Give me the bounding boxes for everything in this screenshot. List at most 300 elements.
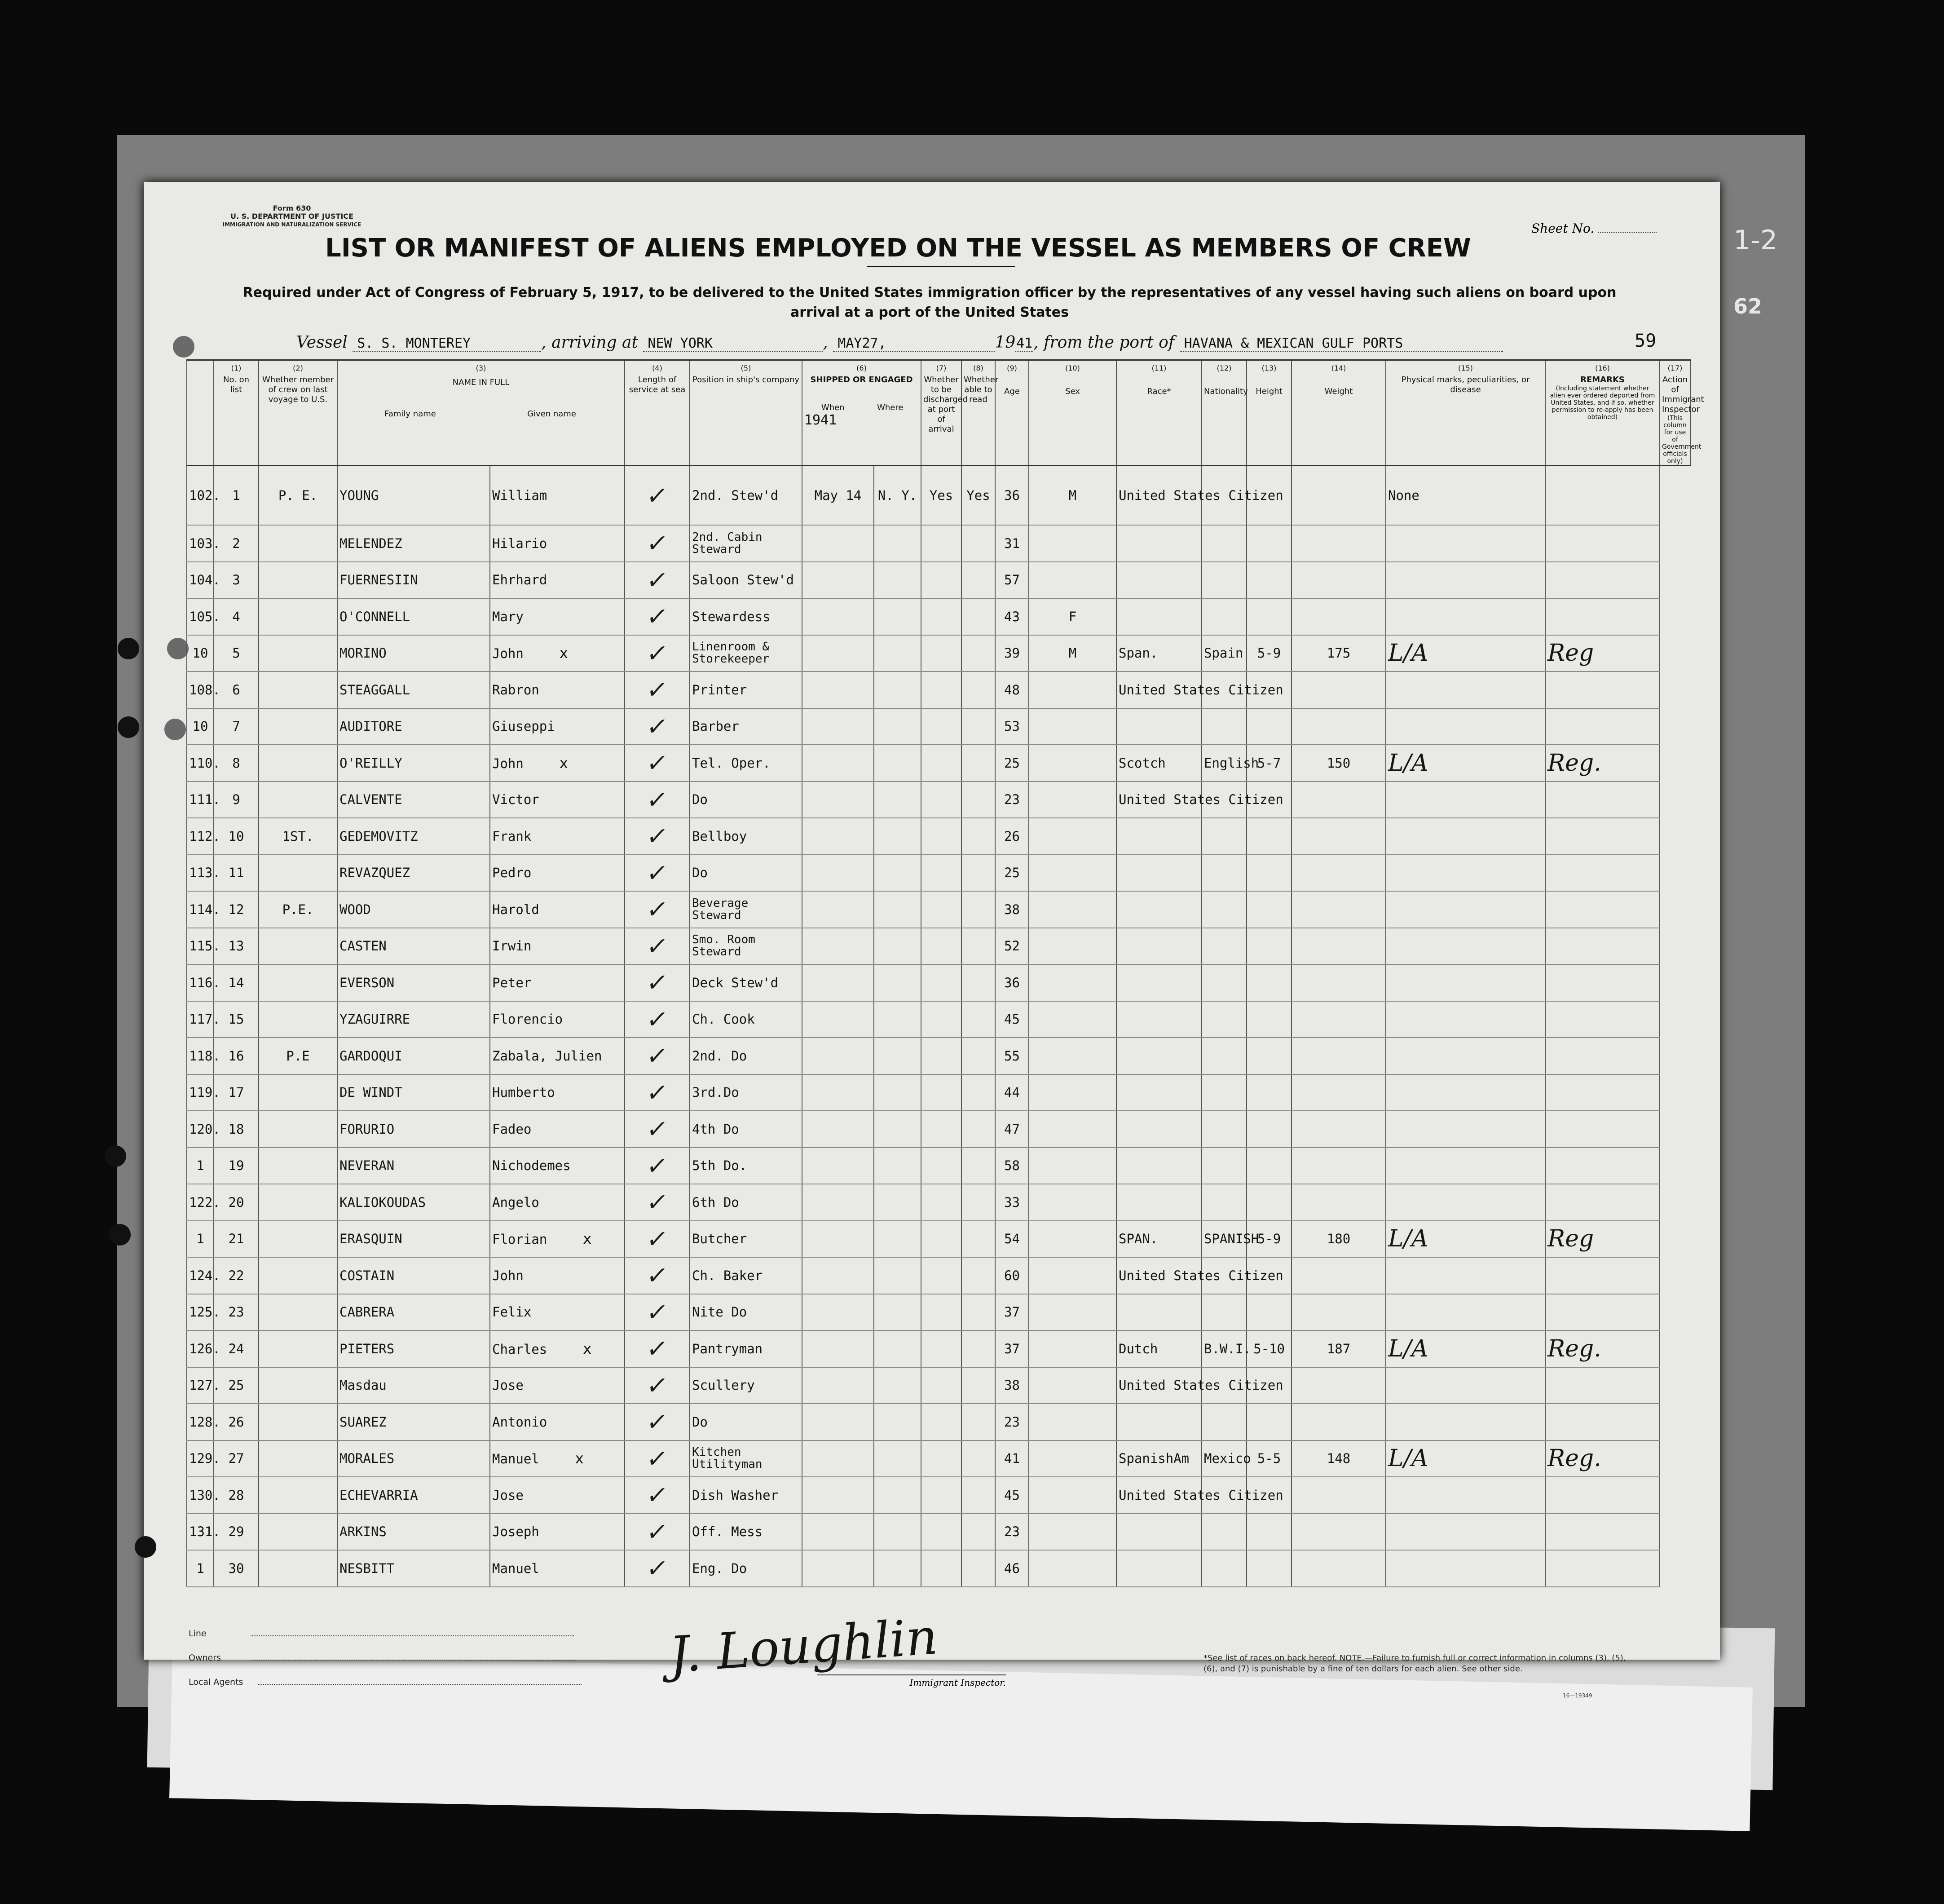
- cell-age: [995, 598, 1029, 635]
- cell-shipped-where: [874, 1074, 921, 1111]
- table-row: [187, 671, 1690, 708]
- cell-shipped-when: [802, 466, 874, 526]
- position-text: Do: [692, 792, 708, 808]
- position-text: 6th Do: [692, 1194, 739, 1210]
- cell-line-number: [187, 466, 220, 526]
- line-number-text: 128.: [189, 1414, 220, 1430]
- cell-line-number: [187, 562, 220, 599]
- service-mark-text: ✓: [644, 712, 670, 741]
- cell-sex: [1029, 1001, 1116, 1038]
- cell-remarks: [1545, 1257, 1660, 1294]
- cell-age: [995, 1074, 1029, 1111]
- column-header-sex: (10) Sex: [1029, 360, 1116, 466]
- cell-race: [1116, 818, 1202, 855]
- cell-shipped-when: [802, 928, 874, 965]
- cell-given-name: [490, 1294, 625, 1331]
- position-text: Butcher: [692, 1231, 747, 1247]
- cell-nationality: [1202, 708, 1247, 745]
- age-text: 57: [1004, 572, 1020, 588]
- list-number-text: 28: [228, 1487, 244, 1503]
- cell-height: [1247, 1184, 1292, 1221]
- given-name-text: John: [492, 755, 524, 771]
- given-name-text: Humberto: [492, 1085, 555, 1100]
- cell-physical-marks: [1386, 1038, 1545, 1074]
- given-name-text: Giuseppi: [492, 719, 555, 734]
- footer-fields: Line Owners Local Agents: [189, 1621, 582, 1694]
- cell-service-mark: [625, 891, 690, 928]
- line-number-text: 115.: [189, 938, 220, 954]
- page-number: 59: [1635, 331, 1657, 351]
- age-text: 44: [1004, 1085, 1020, 1100]
- cell-service-mark: [625, 1148, 690, 1184]
- cell-race: [1116, 1367, 1283, 1404]
- cell-age: [995, 1257, 1029, 1294]
- cell-remarks: [1545, 598, 1660, 635]
- position-text: Printer: [692, 682, 747, 698]
- cell-sex: [1029, 891, 1116, 928]
- cell-line-number: [187, 1074, 220, 1111]
- cell-line-number: [187, 818, 220, 855]
- line-number-text: 1: [196, 1231, 204, 1247]
- cell-discharged: [921, 1477, 961, 1514]
- cell-physical-marks: [1386, 1257, 1545, 1294]
- cell-discharged: [921, 855, 961, 892]
- cell-race: [1116, 1294, 1202, 1331]
- inspector-signature: J. Loughlin: [667, 1608, 939, 1684]
- cell-position: [690, 635, 802, 672]
- cell-discharged: [921, 1550, 961, 1587]
- given-name-text: Mary: [492, 609, 524, 624]
- cell-physical-marks: [1386, 671, 1545, 708]
- line-number-text: 113.: [189, 865, 220, 881]
- cell-service-mark: [625, 1514, 690, 1551]
- service-mark-text: ✓: [644, 565, 670, 594]
- cell-height: [1247, 1550, 1292, 1587]
- service-mark-text: ✓: [644, 1334, 670, 1363]
- cell-shipped-where: [874, 782, 921, 818]
- physical-marks-text: L/A: [1388, 1335, 1428, 1362]
- table-row: [187, 1330, 1690, 1367]
- cell-list-number: [214, 1367, 259, 1404]
- service-mark-text: ✓: [644, 968, 670, 997]
- cell-able-to-read: [961, 1477, 995, 1514]
- service-mark-text: ✓: [644, 1005, 670, 1034]
- cell-service-mark: [625, 855, 690, 892]
- position-text: Off. Mess: [692, 1524, 763, 1540]
- cell-height: [1247, 964, 1292, 1001]
- service-mark-text: ✓: [644, 1517, 670, 1546]
- cell-last-voyage: [259, 1330, 337, 1367]
- cell-position: [690, 818, 802, 855]
- cell-last-voyage: [259, 1440, 337, 1477]
- given-name-text: Jose: [492, 1378, 524, 1393]
- table-row: [187, 1367, 1690, 1404]
- remarks-text: Reg.: [1547, 749, 1601, 777]
- service-mark-text: ✓: [644, 1408, 670, 1436]
- cell-given-name: [490, 1477, 625, 1514]
- cell-nationality: [1202, 1404, 1247, 1440]
- family-name-text: YOUNG: [339, 488, 379, 503]
- cell-sex: [1029, 745, 1116, 782]
- cell-discharged: [921, 525, 961, 562]
- cell-remarks: [1545, 708, 1660, 745]
- table-row: [187, 1074, 1690, 1111]
- cell-family-name: [337, 818, 490, 855]
- line-number-text: 112.: [189, 828, 220, 844]
- cell-remarks: [1545, 818, 1660, 855]
- check-mark-icon: x: [575, 1450, 584, 1467]
- cell-service-mark: [625, 598, 690, 635]
- cell-shipped-when: [802, 1184, 874, 1221]
- table-row: [187, 1514, 1690, 1551]
- list-number-text: 25: [228, 1378, 244, 1393]
- cell-able-to-read: [961, 1074, 995, 1111]
- cell-weight: [1292, 635, 1386, 672]
- cell-last-voyage: [259, 635, 337, 672]
- cell-race: [1116, 1330, 1202, 1367]
- cell-physical-marks: [1386, 1440, 1545, 1477]
- table-body: [187, 466, 1690, 1587]
- family-name-text: DE WINDT: [339, 1085, 402, 1100]
- vessel-name: S. S. MONTEREY: [353, 336, 541, 352]
- cell-sex: [1029, 782, 1116, 818]
- cell-line-number: [187, 1001, 220, 1038]
- cell-age: [995, 1404, 1029, 1440]
- cell-discharged: [921, 745, 961, 782]
- cell-nationality: [1202, 1440, 1251, 1477]
- service-mark-text: ✓: [644, 1078, 670, 1107]
- race-text: United States Citizen: [1119, 1487, 1283, 1503]
- cell-physical-marks: [1386, 1184, 1545, 1221]
- cell-position: [690, 525, 802, 562]
- cell-given-name: [490, 1257, 625, 1294]
- cell-line-number: [187, 635, 214, 672]
- table-row: [187, 466, 1690, 526]
- cell-height: [1247, 891, 1292, 928]
- last-voyage-text: 1ST.: [282, 828, 314, 844]
- cell-able-to-read: [961, 964, 995, 1001]
- cell-discharged: [921, 671, 961, 708]
- cell-position: [690, 562, 802, 599]
- cell-nationality: [1202, 855, 1247, 892]
- position-text: Ch. Baker: [692, 1268, 763, 1283]
- table-row: [187, 1001, 1690, 1038]
- cell-given-name: [490, 708, 625, 745]
- column-header-shipped: (6) SHIPPED OR ENGAGED When Where 1941: [802, 360, 921, 466]
- cell-age: [995, 1038, 1029, 1074]
- cell-weight: [1292, 1148, 1386, 1184]
- cell-shipped-where: [874, 1294, 921, 1331]
- cell-sex: [1029, 1074, 1116, 1111]
- cell-list-number: [214, 1111, 259, 1148]
- line-number-text: 10: [192, 719, 208, 734]
- cell-shipped-when: [802, 1367, 874, 1404]
- cell-physical-marks: [1386, 598, 1545, 635]
- list-number-text: 5: [232, 645, 240, 661]
- cell-list-number: [214, 1257, 259, 1294]
- cell-nationality: [1202, 1550, 1247, 1587]
- cell-list-number: [214, 635, 259, 672]
- nationality-text: SPANISH: [1204, 1231, 1259, 1247]
- cell-shipped-when: [802, 818, 874, 855]
- service-mark-text: ✓: [644, 1444, 670, 1473]
- cell-list-number: [214, 745, 259, 782]
- cell-last-voyage: [259, 1038, 337, 1074]
- cell-remarks: [1545, 1367, 1660, 1404]
- cell-race: [1116, 928, 1202, 965]
- line-number-text: 105.: [189, 609, 220, 624]
- cell-age: [995, 1148, 1029, 1184]
- cell-shipped-when: [802, 1477, 874, 1514]
- position-text: Saloon Stew'd: [692, 572, 794, 588]
- cell-last-voyage: [259, 1367, 337, 1404]
- given-name-text: Joseph: [492, 1524, 539, 1540]
- cell-physical-marks: [1386, 1294, 1545, 1331]
- cell-discharged: [921, 1294, 961, 1331]
- cell-race: [1116, 855, 1202, 892]
- line-number-text: 114.: [189, 901, 220, 917]
- cell-line-number: [187, 1038, 220, 1074]
- last-voyage-text: P.E.: [282, 901, 314, 917]
- cell-height: [1247, 1330, 1292, 1367]
- service-mark-text: ✓: [644, 1371, 670, 1400]
- cell-shipped-when: [802, 671, 874, 708]
- cell-position: [690, 1148, 802, 1184]
- given-name-text: Zabala, Julien: [492, 1048, 602, 1064]
- cell-shipped-where: [874, 818, 921, 855]
- cell-able-to-read: [961, 1221, 995, 1258]
- cell-age: [995, 1001, 1029, 1038]
- cell-service-mark: [625, 1330, 690, 1367]
- family-name-text: GEDEMOVITZ: [339, 828, 418, 844]
- cell-given-name: [490, 671, 625, 708]
- physical-marks-text: None: [1388, 488, 1419, 503]
- list-number-text: 2: [232, 535, 240, 551]
- age-text: 46: [1004, 1560, 1020, 1576]
- cell-nationality: [1202, 635, 1247, 672]
- cell-able-to-read: [961, 1404, 995, 1440]
- age-text: 25: [1004, 865, 1020, 881]
- cell-list-number: [214, 1074, 259, 1111]
- cell-nationality: [1202, 1111, 1247, 1148]
- remarks-text: Reg.: [1547, 1335, 1601, 1362]
- cell-last-voyage: [259, 1550, 337, 1587]
- table-row: [187, 782, 1690, 818]
- cell-weight: [1292, 745, 1386, 782]
- cell-age: [995, 466, 1029, 526]
- cell-shipped-when: [802, 1440, 874, 1477]
- cell-weight: [1292, 1294, 1386, 1331]
- cell-sex: [1029, 1294, 1116, 1331]
- list-number-text: 19: [228, 1158, 244, 1174]
- cell-height: [1247, 1111, 1292, 1148]
- side-number: 62: [1733, 294, 1763, 318]
- family-name-text: ARKINS: [339, 1524, 387, 1540]
- cell-nationality: [1202, 745, 1259, 782]
- cell-race: [1116, 1074, 1202, 1111]
- table-row: [187, 855, 1690, 892]
- family-name-text: Masdau: [339, 1378, 387, 1393]
- cell-family-name: [337, 1257, 490, 1294]
- family-name-text: KALIOKOUDAS: [339, 1194, 426, 1210]
- cell-able-to-read: [961, 708, 995, 745]
- weight-text: 180: [1327, 1231, 1351, 1247]
- cell-weight: [1292, 1184, 1386, 1221]
- age-text: 31: [1004, 535, 1020, 551]
- cell-weight: [1292, 562, 1386, 599]
- nationality-text: English: [1204, 755, 1259, 771]
- cell-nationality: [1202, 1074, 1247, 1111]
- cell-physical-marks: [1386, 818, 1545, 855]
- cell-weight: [1292, 1550, 1386, 1587]
- cell-physical-marks: [1386, 928, 1545, 965]
- cell-discharged: [921, 1440, 961, 1477]
- cell-last-voyage: [259, 598, 337, 635]
- cell-family-name: [337, 1184, 490, 1221]
- given-name-text: Jose: [492, 1487, 524, 1503]
- cell-list-number: [214, 1514, 259, 1551]
- cell-physical-marks: [1386, 1330, 1545, 1367]
- cell-discharged: [921, 1404, 961, 1440]
- cell-position: [690, 708, 802, 745]
- cell-shipped-where: [874, 964, 921, 1001]
- cell-able-to-read: [961, 745, 995, 782]
- position-text: 2nd. Do: [692, 1048, 747, 1064]
- cell-service-mark: [625, 1111, 690, 1148]
- column-header-discharged: (7) Whether to be discharged at port of arrival: [921, 360, 961, 466]
- cell-list-number: [214, 466, 259, 526]
- cell-family-name: [337, 964, 490, 1001]
- remarks-text: Reg.: [1547, 1445, 1601, 1472]
- cell-age: [995, 1440, 1029, 1477]
- cell-sex: [1029, 1038, 1116, 1074]
- list-number-text: 4: [232, 609, 240, 624]
- cell-sex: [1029, 818, 1116, 855]
- cell-sex: [1029, 708, 1116, 745]
- cell-position: [690, 466, 802, 526]
- cell-position: [690, 1294, 802, 1331]
- cell-last-voyage: [259, 1111, 337, 1148]
- vessel-info: Vessel S. S. MONTEREY , arriving at NEW YORK , MAY27, 1941, from the port of HAVANA & MEXICAN GULF PORTS: [296, 333, 1576, 352]
- cell-line-number: [187, 1404, 220, 1440]
- age-text: 23: [1004, 1524, 1020, 1540]
- cell-family-name: [337, 1550, 490, 1587]
- cell-sex: [1029, 1440, 1116, 1477]
- column-header-position: (5) Position in ship's company: [690, 360, 802, 466]
- cell-given-name: [490, 1111, 625, 1148]
- service-mark-text: ✓: [644, 1151, 670, 1180]
- family-name-text: O'CONNELL: [339, 609, 410, 624]
- family-name-text: CASTEN: [339, 938, 387, 954]
- weight-text: 150: [1327, 755, 1351, 771]
- cell-sex: [1029, 1550, 1116, 1587]
- given-name-text: Rabron: [492, 682, 539, 698]
- position-text: Do: [692, 865, 708, 881]
- age-text: 36: [1004, 488, 1020, 503]
- family-name-text: PIETERS: [339, 1341, 395, 1356]
- race-text: United States Citizen: [1119, 488, 1283, 503]
- age-text: 54: [1004, 1231, 1020, 1247]
- list-number-text: 6: [232, 682, 240, 698]
- table-row: [187, 1148, 1690, 1184]
- cell-discharged: [921, 964, 961, 1001]
- cell-shipped-when: [802, 1257, 874, 1294]
- cell-able-to-read: [961, 525, 995, 562]
- cell-list-number: [214, 1550, 259, 1587]
- cell-age: [995, 855, 1029, 892]
- column-header-no: (1) No. on list: [214, 360, 259, 466]
- table-row: [187, 708, 1690, 745]
- cell-service-mark: [625, 745, 690, 782]
- cell-discharged: [921, 1074, 961, 1111]
- cell-race: [1116, 745, 1202, 782]
- cell-race: [1116, 671, 1283, 708]
- family-name-text: NESBITT: [339, 1560, 395, 1576]
- cell-able-to-read: [961, 1367, 995, 1404]
- cell-age: [995, 1221, 1029, 1258]
- cell-list-number: [214, 782, 259, 818]
- cell-remarks: [1545, 635, 1660, 672]
- age-text: 38: [1004, 901, 1020, 917]
- cell-sex: [1029, 1367, 1116, 1404]
- cell-family-name: [337, 525, 490, 562]
- cell-shipped-where: [874, 525, 921, 562]
- family-name-text: O'REILLY: [339, 755, 402, 771]
- cell-physical-marks: [1386, 635, 1545, 672]
- cell-weight: [1292, 466, 1386, 526]
- cell-service-mark: [625, 671, 690, 708]
- weight-text: 175: [1327, 645, 1351, 661]
- cell-line-number: [187, 1294, 220, 1331]
- service-mark-text: ✓: [644, 895, 670, 924]
- cell-physical-marks: [1386, 1074, 1545, 1111]
- cell-last-voyage: [259, 1074, 337, 1111]
- cell-able-to-read: [961, 1001, 995, 1038]
- line-number-text: 118.: [189, 1048, 220, 1064]
- position-text: Dish Washer: [692, 1487, 779, 1503]
- cell-weight: [1292, 598, 1386, 635]
- column-header-age: (9) Age: [995, 360, 1029, 466]
- cell-last-voyage: [259, 1514, 337, 1551]
- cell-shipped-where: [874, 928, 921, 965]
- cell-list-number: [214, 818, 259, 855]
- cell-sex: [1029, 964, 1116, 1001]
- age-text: 33: [1004, 1194, 1020, 1210]
- shipped-when-text: May 14: [814, 488, 862, 503]
- cell-discharged: [921, 1514, 961, 1551]
- cell-last-voyage: [259, 1404, 337, 1440]
- cell-shipped-where: [874, 1550, 921, 1587]
- cell-able-to-read: [961, 1038, 995, 1074]
- age-text: 55: [1004, 1048, 1020, 1064]
- cell-shipped-where: [874, 1367, 921, 1404]
- given-name-text: Fadeo: [492, 1121, 532, 1137]
- line-number-text: 127.: [189, 1378, 220, 1393]
- age-text: 26: [1004, 828, 1020, 844]
- list-number-text: 10: [228, 828, 244, 844]
- cell-last-voyage: [259, 964, 337, 1001]
- cell-last-voyage: [259, 818, 337, 855]
- cell-weight: [1292, 1074, 1386, 1111]
- punch-hole: [105, 1145, 126, 1167]
- race-text: Dutch: [1119, 1341, 1158, 1356]
- cell-sex: [1029, 1221, 1116, 1258]
- cell-discharged: [921, 1111, 961, 1148]
- cell-position: [690, 1477, 802, 1514]
- cell-sex: [1029, 598, 1116, 635]
- punch-hole: [173, 336, 194, 358]
- cell-last-voyage: [259, 855, 337, 892]
